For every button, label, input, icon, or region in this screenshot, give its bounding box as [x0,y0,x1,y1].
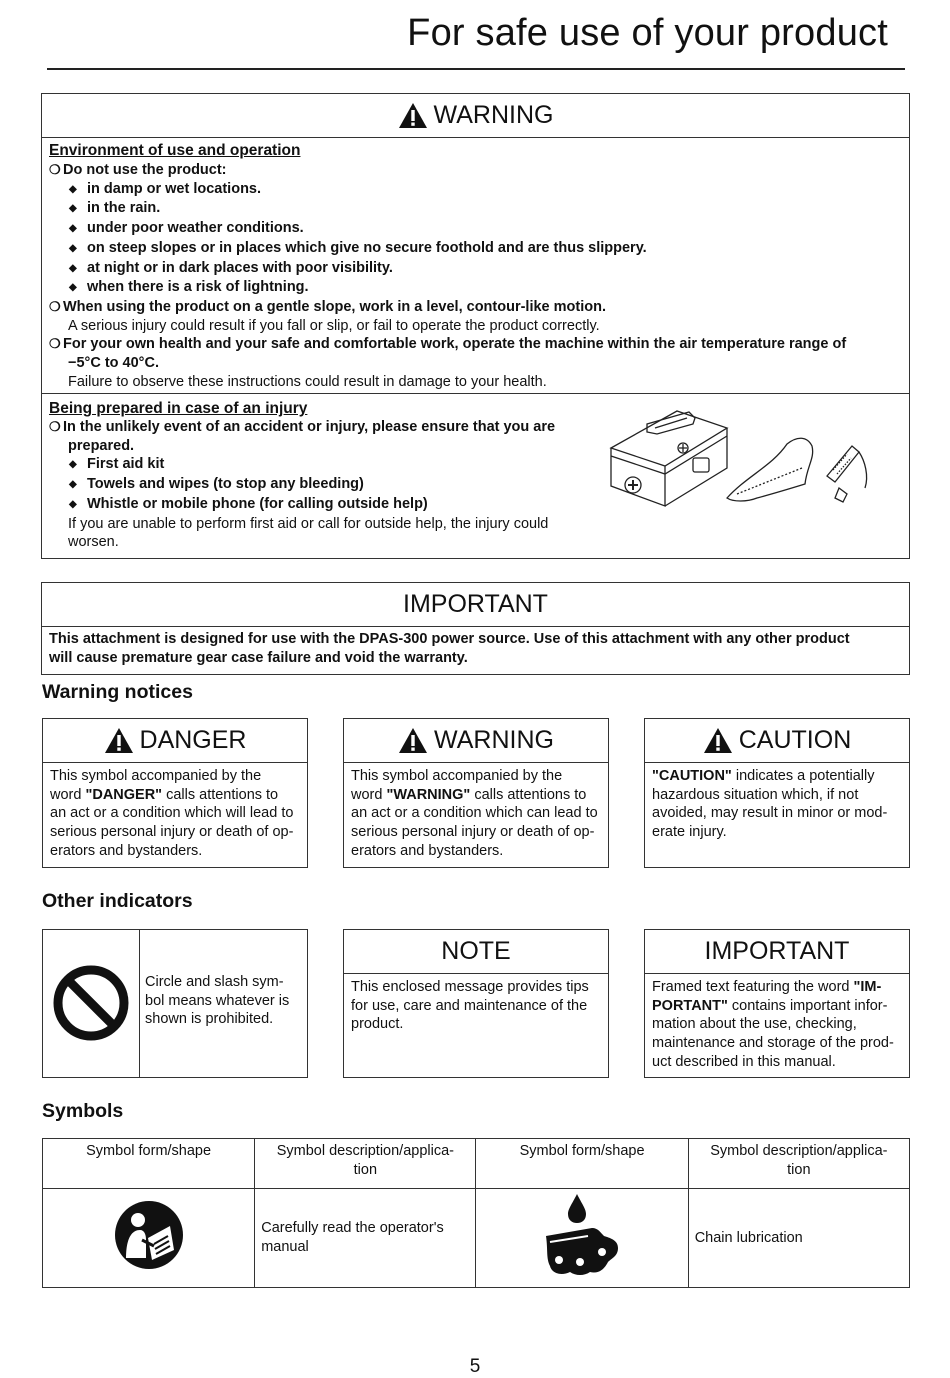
symbol-cell [43,1189,255,1288]
diamond-bullet-icon: ◆ [69,223,77,235]
warning-heading: WARNING [433,101,554,129]
symbol-cell [476,1189,688,1288]
prohibit-divider [139,930,140,1077]
other-indicators-title: Other indicators [42,890,193,912]
slope-instruction: ❍ When using the product on a gentle slope, work in a level, contour-like motion. [49,298,606,315]
diamond-bullet-icon: ◆ [69,183,77,195]
warning-triangle-icon [703,727,733,754]
diamond-bullet-icon: ◆ [69,498,77,510]
column-header: Symbol form/shape [43,1139,255,1189]
read-manual-icon [114,1200,184,1270]
list-item: ◆ on steep slopes or in places which give no secure foothold and are thus slippery. [49,239,899,259]
no-use-intro: ❍ Do not use the product: [49,162,227,178]
injury-intro: ❍ In the unlikely event of an accident or injury, please ensure that you are [49,419,556,435]
temperature-range: −5°C to 40°C. [68,355,159,372]
caution-header [645,719,909,763]
danger-box [42,718,308,868]
important-header: IMPORTANT [42,583,909,627]
diamond-bullet-icon: ◆ [69,262,77,274]
warning-triangle-icon [398,102,428,129]
list-item: ◆ when there is a risk of lightning. [49,278,899,298]
environment-title: Environment of use and operation [49,142,301,159]
column-header: Symbol description/applica- tion [255,1139,476,1189]
important-indicator-box [644,929,910,1078]
circle-bullet-icon: ❍ [49,336,61,352]
warning-notice-text: This symbol accompanied by the word "WARNING" calls attentions to an act or a condition which can lead to serious personal injury or death of op- erators and bystanders. [351,768,598,859]
warning-header [42,94,909,138]
column-header: Symbol description/applica- tion [688,1139,909,1189]
injury-note: If you are unable to perform first aid or call for outside help, the injury could [68,515,549,532]
list-item: ◆ in damp or wet locations. [49,180,899,200]
prohibited-icon [52,964,130,1042]
diamond-bullet-icon: ◆ [69,459,77,471]
injury-title: Being prepared in case of an injury [49,400,308,417]
environment-section [49,142,899,391]
warning-triangle-icon [104,727,134,754]
note-header: NOTE [344,930,608,974]
section-divider [42,393,909,394]
important-line: will cause premature gear case failure and void the warranty. [49,649,468,666]
important-indicator-text: Framed text featuring the word "IM- PORTANT" contains important infor- mation about the use, checking, maintenance and storage of the prod- uct described in this manual. [652,979,894,1070]
temperature-note: Failure to observe these instructions could result in damage to your health. [68,373,547,390]
first-aid-kit-illustration [607,406,877,514]
list-item: ◆ at night or in dark places with poor visibility. [49,259,899,279]
title-rule [47,68,905,70]
column-header: Symbol form/shape [476,1139,688,1189]
temperature-instruction: ❍ For your own health and your safe and comfortable work, operate the machine within the air temperature range of [49,336,847,353]
table-header-row [43,1139,910,1189]
slope-note: A serious injury could result if you fall or slip, or fail to operate the product correctly. [68,317,600,334]
diamond-bullet-icon: ◆ [69,242,77,254]
caution-text: "CAUTION" indicates a potentially hazardous situation which, if not avoided, may result in minor or mod- erate injury. [652,768,888,841]
note-box [343,929,609,1078]
warning-triangle-icon [398,727,428,754]
warning-notice-heading: WARNING [434,726,554,754]
page-number: 5 [469,1356,481,1377]
danger-header [43,719,307,763]
list-item: ◆ Whistle or mobile phone (for calling outside help) [49,495,609,515]
caution-box [644,718,910,868]
circle-bullet-icon: ❍ [49,162,61,177]
list-item: ◆ under poor weather conditions. [49,219,899,239]
chain-lubrication-icon [542,1192,622,1278]
prohibit-text: Circle and slash sym- bol means whatever is shown is prohibited. [145,974,290,1028]
note-text: This enclosed message provides tips for use, care and maintenance of the product. [351,979,589,1033]
injury-note-cont: worsen. [68,534,119,551]
important-indicator-header: IMPORTANT [645,930,909,974]
important-text [42,627,909,667]
prohibit-box [42,929,308,1078]
danger-text: This symbol accompanied by the word "DANGER" calls attentions to an act or a condition which will lead to serious personal injury or death of op- erators and bystanders. [50,768,294,859]
list-item: ◆ in the rain. [49,199,899,219]
description-cell: Carefully read the operator's manual [255,1189,476,1288]
symbols-title: Symbols [42,1100,124,1122]
important-box [41,582,910,675]
diamond-bullet-icon: ◆ [69,282,77,294]
circle-bullet-icon: ❍ [49,419,61,434]
warning-notice-header [344,719,608,763]
circle-bullet-icon: ❍ [49,298,61,314]
injury-intro-cont: prepared. [68,437,135,454]
warning-box [41,93,910,559]
caution-heading: CAUTION [738,726,852,754]
injury-section [49,400,609,552]
diamond-bullet-icon: ◆ [69,203,77,215]
page-title: For safe use of your product [407,12,888,54]
warning-notice-box [343,718,609,868]
warning-notices-title: Warning notices [42,681,193,703]
list-item: ◆ First aid kit [49,455,609,475]
list-item: ◆ Towels and wipes (to stop any bleeding) [49,475,609,495]
danger-heading: DANGER [139,726,247,754]
table-row [43,1189,910,1288]
important-line: This attachment is designed for use with the DPAS-300 power source. Use of this attachment with any other product [49,631,850,647]
symbols-table [42,1138,910,1288]
diamond-bullet-icon: ◆ [69,479,77,491]
description-cell: Chain lubrication [688,1189,909,1288]
